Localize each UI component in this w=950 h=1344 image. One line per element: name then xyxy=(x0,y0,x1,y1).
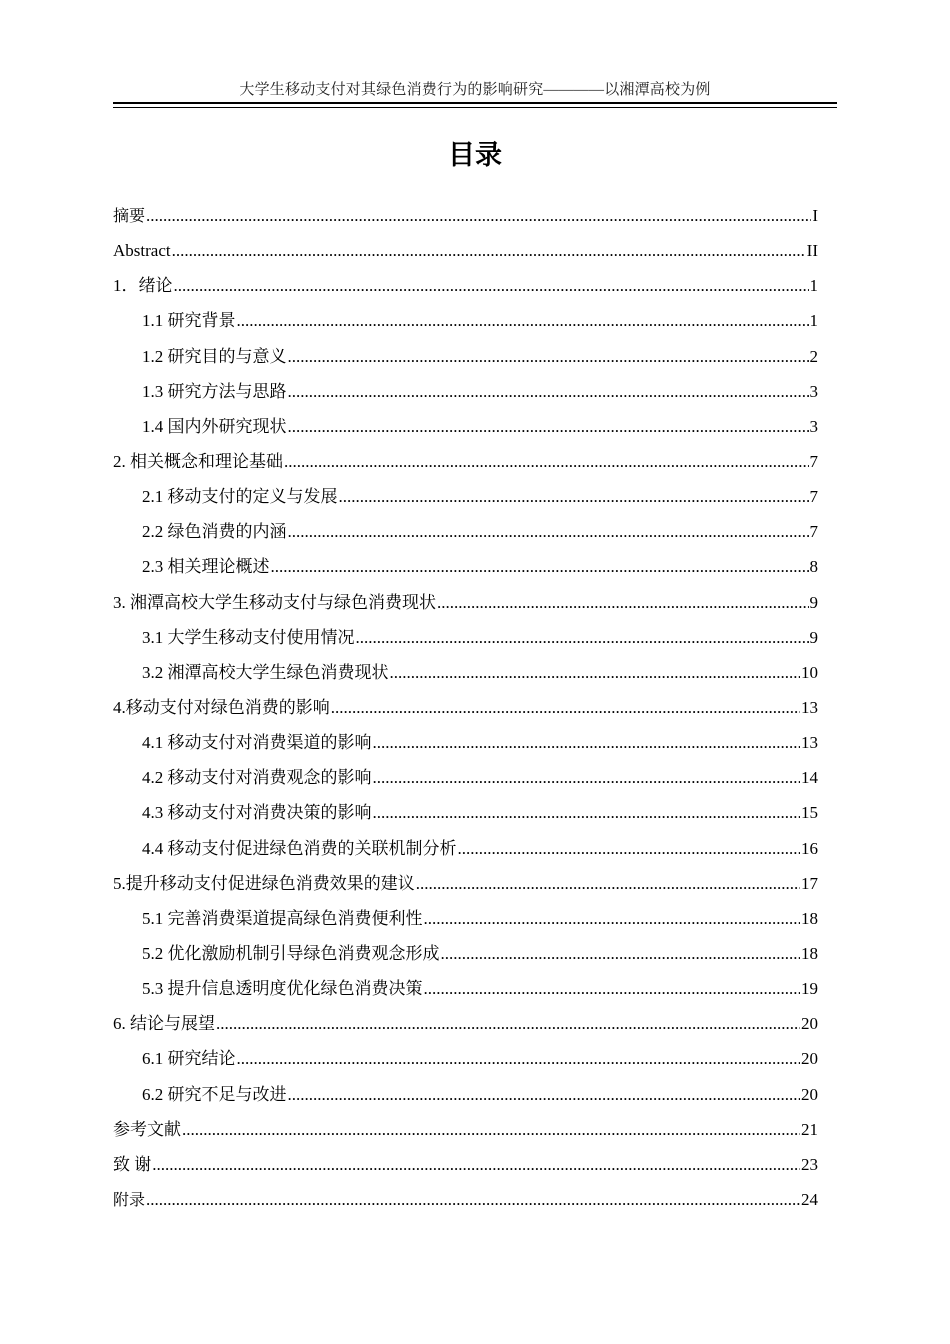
toc-entry[interactable] xyxy=(113,479,818,514)
header-rule-thick xyxy=(113,102,837,104)
header-rule-thin xyxy=(113,107,837,108)
toc-entry-label: 参考文献 xyxy=(113,1119,181,1139)
toc-entry-page-number: 13 xyxy=(801,697,818,717)
toc-entry-label: Abstract xyxy=(113,241,171,261)
toc-entry-page-number: 7 xyxy=(809,451,818,471)
toc-entry-label: 1.4 国内外研究现状 xyxy=(142,416,287,436)
toc-entry[interactable] xyxy=(113,936,818,971)
toc-entry-label: 4.4 移动支付促进绿色消费的关联机制分析 xyxy=(142,838,457,858)
toc-entry[interactable] xyxy=(113,1041,818,1076)
toc-entry-page-number: 1 xyxy=(809,276,818,296)
toc-entry[interactable] xyxy=(113,1006,818,1041)
toc-entry-label: 1.1 研究背景 xyxy=(142,311,236,331)
toc-entry-label: 5.3 提升信息透明度优化绿色消费决策 xyxy=(142,979,423,999)
toc-entry-page-number: 16 xyxy=(801,838,818,858)
toc-entry-page-number: 1 xyxy=(809,311,818,331)
toc-entry-label: 4.1 移动支付对消费渠道的影响 xyxy=(142,733,372,753)
toc-entry-label: 6. 结论与展望 xyxy=(113,1014,215,1034)
toc-entry-label: 5.提升移动支付促进绿色消费效果的建议 xyxy=(113,873,415,893)
dot-leader xyxy=(424,901,801,936)
dot-leader xyxy=(237,303,809,338)
toc-entry[interactable] xyxy=(113,514,818,549)
toc-entry-label: 4.3 移动支付对消费决策的影响 xyxy=(142,803,372,823)
toc-entry[interactable] xyxy=(113,303,818,338)
toc-entry-label: 2.3 相关理论概述 xyxy=(142,557,270,577)
toc-entry[interactable] xyxy=(113,409,818,444)
toc-entry[interactable] xyxy=(113,655,818,690)
toc-entry-label: 1.3 研究方法与思路 xyxy=(142,381,287,401)
dot-leader xyxy=(182,1112,800,1147)
dot-leader xyxy=(288,409,809,444)
dot-leader xyxy=(152,1147,800,1182)
dot-leader xyxy=(373,760,801,795)
toc-entry-page-number: II xyxy=(806,241,818,261)
toc-entry-page-number: 10 xyxy=(801,662,818,682)
toc-entry-page-number: 2 xyxy=(809,346,818,366)
toc-entry-page-number: 15 xyxy=(801,803,818,823)
dot-leader xyxy=(288,1077,801,1112)
toc-entry-label: 致 谢 xyxy=(113,1154,152,1174)
dot-leader xyxy=(146,1182,800,1217)
toc-entry-label: 2. 相关概念和理论基础 xyxy=(113,451,283,471)
toc-entry[interactable] xyxy=(113,866,818,901)
dot-leader xyxy=(458,831,801,866)
toc-entry-page-number: 17 xyxy=(801,873,818,893)
toc-entry[interactable] xyxy=(113,1112,818,1147)
toc-entry[interactable] xyxy=(113,725,818,760)
toc-entry-label: 5.2 优化激励机制引导绿色消费观念形成 xyxy=(142,943,440,963)
toc-entry[interactable] xyxy=(113,198,818,233)
toc-entry[interactable] xyxy=(113,339,818,374)
toc-entry[interactable] xyxy=(113,549,818,584)
toc-entry[interactable] xyxy=(113,1147,818,1182)
dot-leader xyxy=(288,374,809,409)
dot-leader xyxy=(172,233,806,268)
toc-entry-page-number: 20 xyxy=(801,1084,818,1104)
toc-entry[interactable] xyxy=(113,690,818,725)
toc-entry[interactable] xyxy=(113,374,818,409)
toc-entry-label: 4.移动支付对绿色消费的影响 xyxy=(113,697,330,717)
toc-entry[interactable] xyxy=(113,901,818,936)
dot-leader xyxy=(288,339,809,374)
dot-leader xyxy=(416,866,800,901)
dot-leader xyxy=(271,549,809,584)
toc-entry[interactable] xyxy=(113,831,818,866)
toc-entry-page-number: 13 xyxy=(801,733,818,753)
toc-entry[interactable] xyxy=(113,620,818,655)
toc-entry-page-number: 19 xyxy=(801,979,818,999)
toc-entry-label: 6.1 研究结论 xyxy=(142,1049,236,1069)
toc-entry-page-number: 3 xyxy=(809,416,818,436)
toc-entry-page-number: I xyxy=(812,206,818,225)
toc-entry[interactable] xyxy=(113,444,818,479)
dot-leader xyxy=(339,479,809,514)
dot-leader xyxy=(437,585,809,620)
toc-entry[interactable] xyxy=(113,760,818,795)
toc-entry-page-number: 3 xyxy=(809,381,818,401)
toc-entry-page-number: 24 xyxy=(801,1189,818,1209)
dot-leader xyxy=(146,198,811,233)
toc-entry[interactable] xyxy=(113,233,818,268)
dot-leader xyxy=(288,514,809,549)
toc-entry-page-number: 9 xyxy=(809,592,818,612)
toc-entry-label: 2.1 移动支付的定义与发展 xyxy=(142,487,338,507)
dot-leader xyxy=(424,971,801,1006)
toc-entry-page-number: 7 xyxy=(809,522,818,542)
toc-entry[interactable] xyxy=(113,1182,818,1217)
running-header: 大学生移动支付对其绿色消费行为的影响研究————以湘潭高校为例 xyxy=(239,82,711,98)
dot-leader xyxy=(331,690,800,725)
toc-entry[interactable] xyxy=(113,971,818,1006)
dot-leader xyxy=(390,655,801,690)
toc-entry-label: 5.1 完善消费渠道提高绿色消费便利性 xyxy=(142,908,423,928)
page-title: 目录 xyxy=(448,140,502,171)
toc-entry-page-number: 18 xyxy=(801,908,818,928)
toc-entry-label: 3.1 大学生移动支付使用情况 xyxy=(142,627,355,647)
toc-entry-label: 摘要 xyxy=(113,206,146,225)
table-of-contents xyxy=(113,198,818,1217)
toc-entry[interactable] xyxy=(113,268,818,303)
toc-entry-page-number: 14 xyxy=(801,768,818,788)
toc-entry-label: 1.2 研究目的与意义 xyxy=(142,346,287,366)
toc-entry-page-number: 9 xyxy=(809,627,818,647)
toc-entry-label: 6.2 研究不足与改进 xyxy=(142,1084,287,1104)
dot-leader xyxy=(284,444,809,479)
toc-entry[interactable] xyxy=(113,1077,818,1112)
toc-entry[interactable] xyxy=(113,795,818,830)
dot-leader xyxy=(174,268,809,303)
dot-leader xyxy=(216,1006,800,1041)
dot-leader xyxy=(356,620,809,655)
toc-entry-page-number: 7 xyxy=(809,487,818,507)
toc-entry[interactable] xyxy=(113,585,818,620)
toc-entry-page-number: 8 xyxy=(809,557,818,577)
toc-entry-label: 附录 xyxy=(113,1189,146,1209)
dot-leader xyxy=(441,936,801,971)
toc-entry-label: 2.2 绿色消费的内涵 xyxy=(142,522,287,542)
toc-entry-page-number: 18 xyxy=(801,943,818,963)
dot-leader xyxy=(373,795,801,830)
toc-entry-page-number: 20 xyxy=(801,1049,818,1069)
dot-leader xyxy=(373,725,801,760)
toc-entry-page-number: 23 xyxy=(801,1154,818,1174)
toc-entry-page-number: 21 xyxy=(801,1119,818,1139)
toc-entry-page-number: 20 xyxy=(801,1014,818,1034)
toc-entry-label: 3.2 湘潭高校大学生绿色消费现状 xyxy=(142,662,389,682)
toc-entry-label: 3. 湘潭高校大学生移动支付与绿色消费现状 xyxy=(113,592,436,612)
toc-entry-label: 4.2 移动支付对消费观念的影响 xyxy=(142,768,372,788)
toc-entry-label: 1．绪论 xyxy=(113,276,173,296)
dot-leader xyxy=(237,1041,801,1076)
